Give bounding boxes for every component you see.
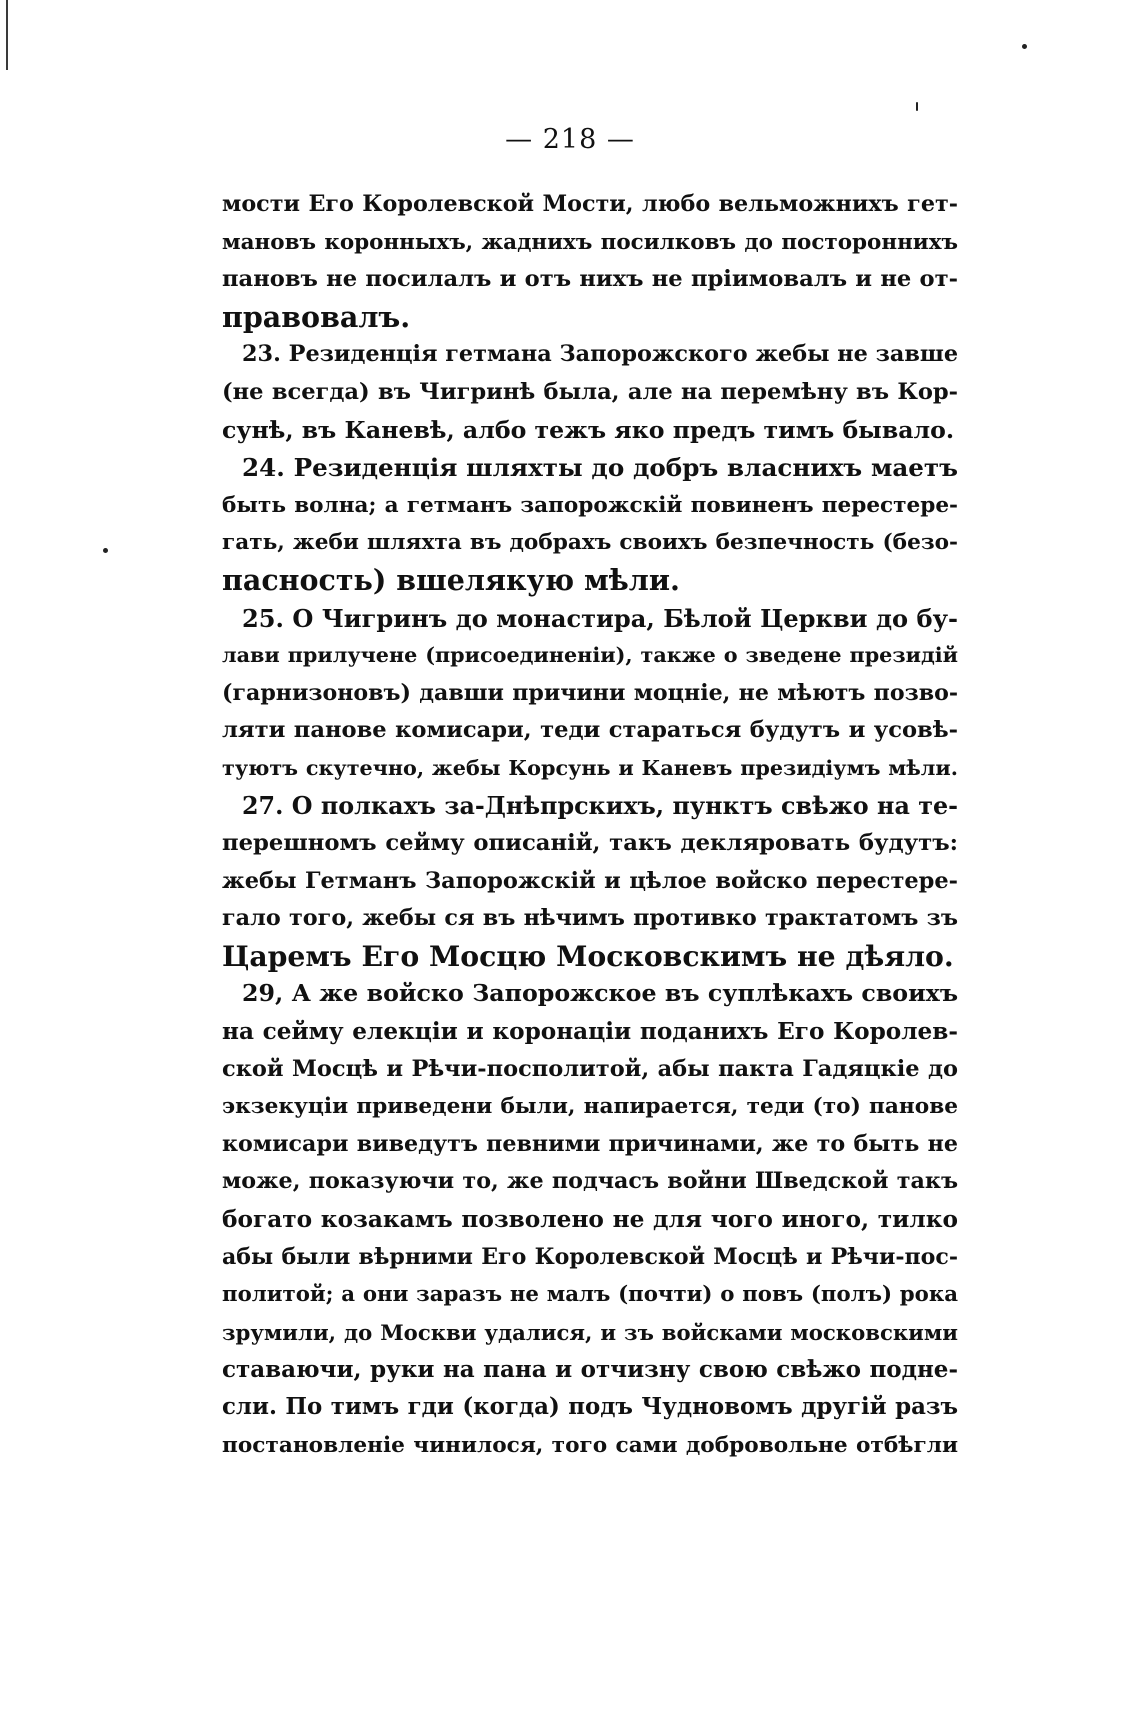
text-line: мости Его Королевской Мости, любо вельможнихъ гет- [222,191,958,217]
text-line: политой; а они заразъ не малъ (почти) о повъ (полъ) рока [222,1282,958,1308]
text-line: комисари виведутъ певними причинами, же то быть не [222,1130,958,1157]
text-line: мановъ коронныхъ, жаднихъ посилковъ до постороннихъ [222,229,958,255]
text-line: (гарнизоновъ) давши причини моцніе, не мѣютъ позво- [222,679,958,706]
paragraph-23-line: 23. Резиденція гетмана Запорожского жебы не завше [242,341,959,368]
ink-speck [1022,44,1027,49]
text-line: жебы Гетманъ Запорожскій и цѣлое войско перестере- [222,867,958,894]
text-line: перешномъ сейму описаній, такъ декляровать будутъ: [222,830,958,857]
text-line: (не всегда) въ Чигринѣ была, але на перемѣну въ Кор- [222,378,958,405]
text-line: на сейму елекціи и коронаціи поданихъ Его Королев- [222,1018,958,1046]
text-line: пасность) вшелякую мѣли. [222,562,680,597]
text-line: ляти панове комисари, теди стараться будутъ и усовѣ- [222,717,958,744]
text-line: абы были вѣрними Его Королевской Мосцѣ и Рѣчи-пос- [222,1243,958,1270]
text-line: постановленіе чинилося, того сами добровольне отбѣгли [222,1432,958,1458]
text-line: сли. По тимъ гди (когда) подъ Чудновомъ другій разъ [222,1394,958,1420]
text-line: гало того, жебы ся въ нѣчимъ противко трактатомъ зъ [222,905,958,932]
text-line: гать, жеби шляхта въ добрахъ своихъ безпечность (безо- [222,530,958,556]
paragraph-24-line: 24. Резиденція шляхты до добръ власнихъ маетъ [242,453,958,483]
ink-speck [103,548,108,553]
text-line: може, показуючи то, же подчасъ войни Шведской такъ [222,1168,958,1195]
paragraph-25-line: 25. О Чигринъ до монастира, Бѣлой Церкви до бу- [242,603,958,633]
text-line: ставаючи, руки на пана и отчизну свою свѣжо подне- [222,1356,958,1384]
ink-speck [916,102,918,111]
page-number: — 218 — [505,124,635,155]
paragraph-29-line: 29, А же войско Запорожское въ суплѣкахъ своихъ [242,979,958,1008]
body-text [222,186,958,1464]
text-line: зрумили, до Москви удалися, и зъ войсками московскими [222,1319,958,1345]
paragraph-27-line: 27. О полкахъ за-Днѣпрскихъ, пунктъ свѣжо на те- [242,791,958,820]
text-line: богато козакамъ позволено не для чого иного, тилко [222,1206,958,1234]
text-line: быть волна; а гетманъ запорожскій повиненъ перестере- [222,492,958,518]
text-line: ской Мосцѣ и Рѣчи-посполитой, абы пакта Гадяцкіе до [222,1055,958,1082]
scan-edge-line [6,0,8,70]
text-line: сунѣ, въ Каневѣ, албо тежъ яко предъ тимъ бывало. [222,415,955,444]
text-line: правовалъ. [222,299,411,334]
text-line: туютъ скутечно, жебы Корсунь и Каневъ президіумъ мѣли. [222,755,958,780]
text-line: пановъ не посилалъ и отъ нихъ не пріимовалъ и не от- [222,266,958,293]
text-line: Царемъ Его Мосцю Московскимъ не дѣяло. [222,938,954,973]
text-line: лави прилучене (присоединеніи), также о зведене президій [222,643,958,668]
text-line: экзекуціи приведени были, напирается, теди (то) панове [222,1094,958,1120]
